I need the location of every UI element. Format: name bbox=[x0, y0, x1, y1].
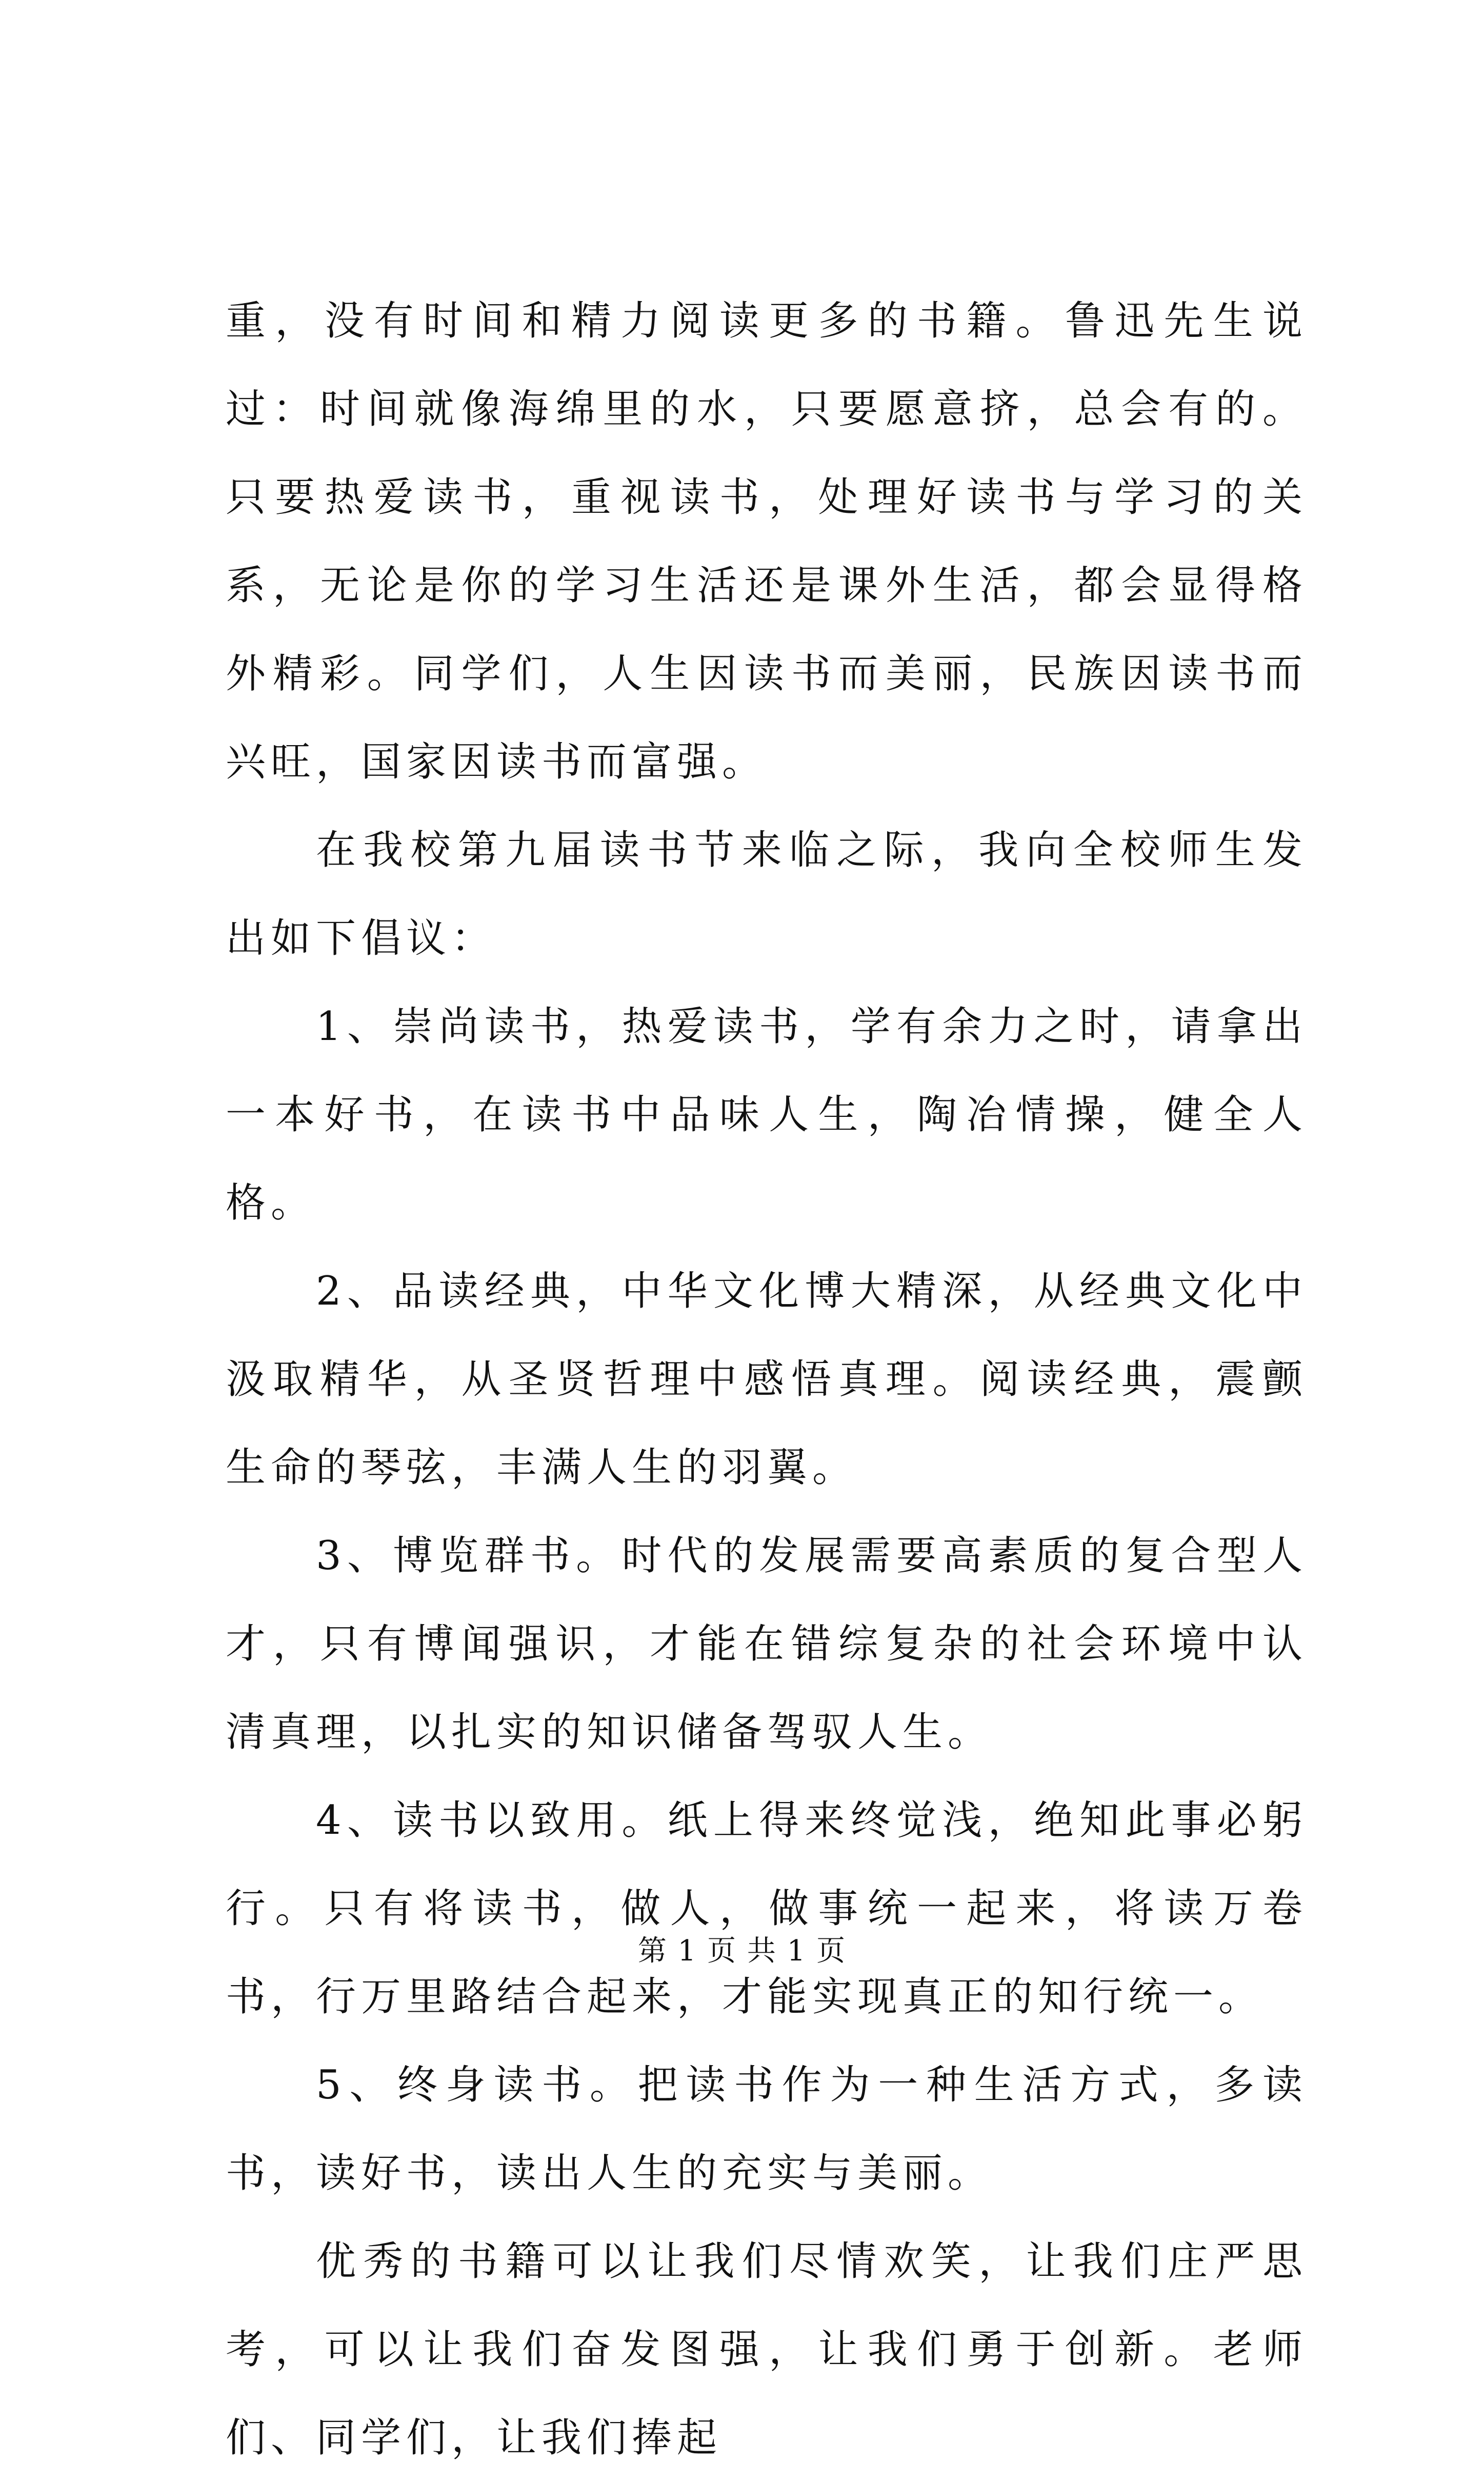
paragraph-5: 3、博览群书。时代的发展需要高素质的复合型人才，只有博闻强识，才能在错综复杂的社会环境中认清真理，以扎实的知识储备驾驭人生。 bbox=[226, 1533, 1308, 1755]
paragraph-7: 5、终身读书。把读书作为一种生活方式，多读书，读好书，读出人生的充实与美丽。 bbox=[226, 2062, 1308, 2196]
page-footer: 第 1 页 共 1 页 bbox=[637, 1934, 847, 1968]
paragraph-8: 优秀的书籍可以让我们尽情欢笑，让我们庄严思考，可以让我们奋发图强，让我们勇于创新。老师们、同学们，让我们捧起 bbox=[226, 2238, 1308, 2461]
document-body bbox=[226, 277, 1308, 2482]
paragraph-4: 2、品读经典，中华文化博大精深，从经典文化中汲取精华，从圣贤哲理中感悟真理。阅读经典，震颤生命的琴弦，丰满人生的羽翼。 bbox=[226, 1268, 1308, 1491]
paragraph-6: 4、读书以致用。纸上得来终觉浅，绝知此事必躬行。只有将读书，做人，做事统一起来，将读万卷书，行万里路结合起来，才能实现真正的知行统一。 bbox=[226, 1797, 1308, 2020]
paragraph-2: 在我校第九届读书节来临之际，我向全校师生发出如下倡议： bbox=[226, 827, 1308, 962]
paragraph-1: 重，没有时间和精力阅读更多的书籍。鲁迅先生说过：时间就像海绵里的水，只要愿意挤，总会有的。只要热爱读书，重视读书，处理好读书与学习的关系，无论是你的学习生活还是课外生活，都会显得格外精彩。同学们，人生因读书而美丽，民族因读书而兴旺，国家因读书而富强。 bbox=[226, 298, 1308, 785]
paragraph-3: 1、崇尚读书，热爱读书，学有余力之时，请拿出一本好书，在读书中品味人生，陶冶情操，健全人格。 bbox=[226, 1004, 1308, 1226]
